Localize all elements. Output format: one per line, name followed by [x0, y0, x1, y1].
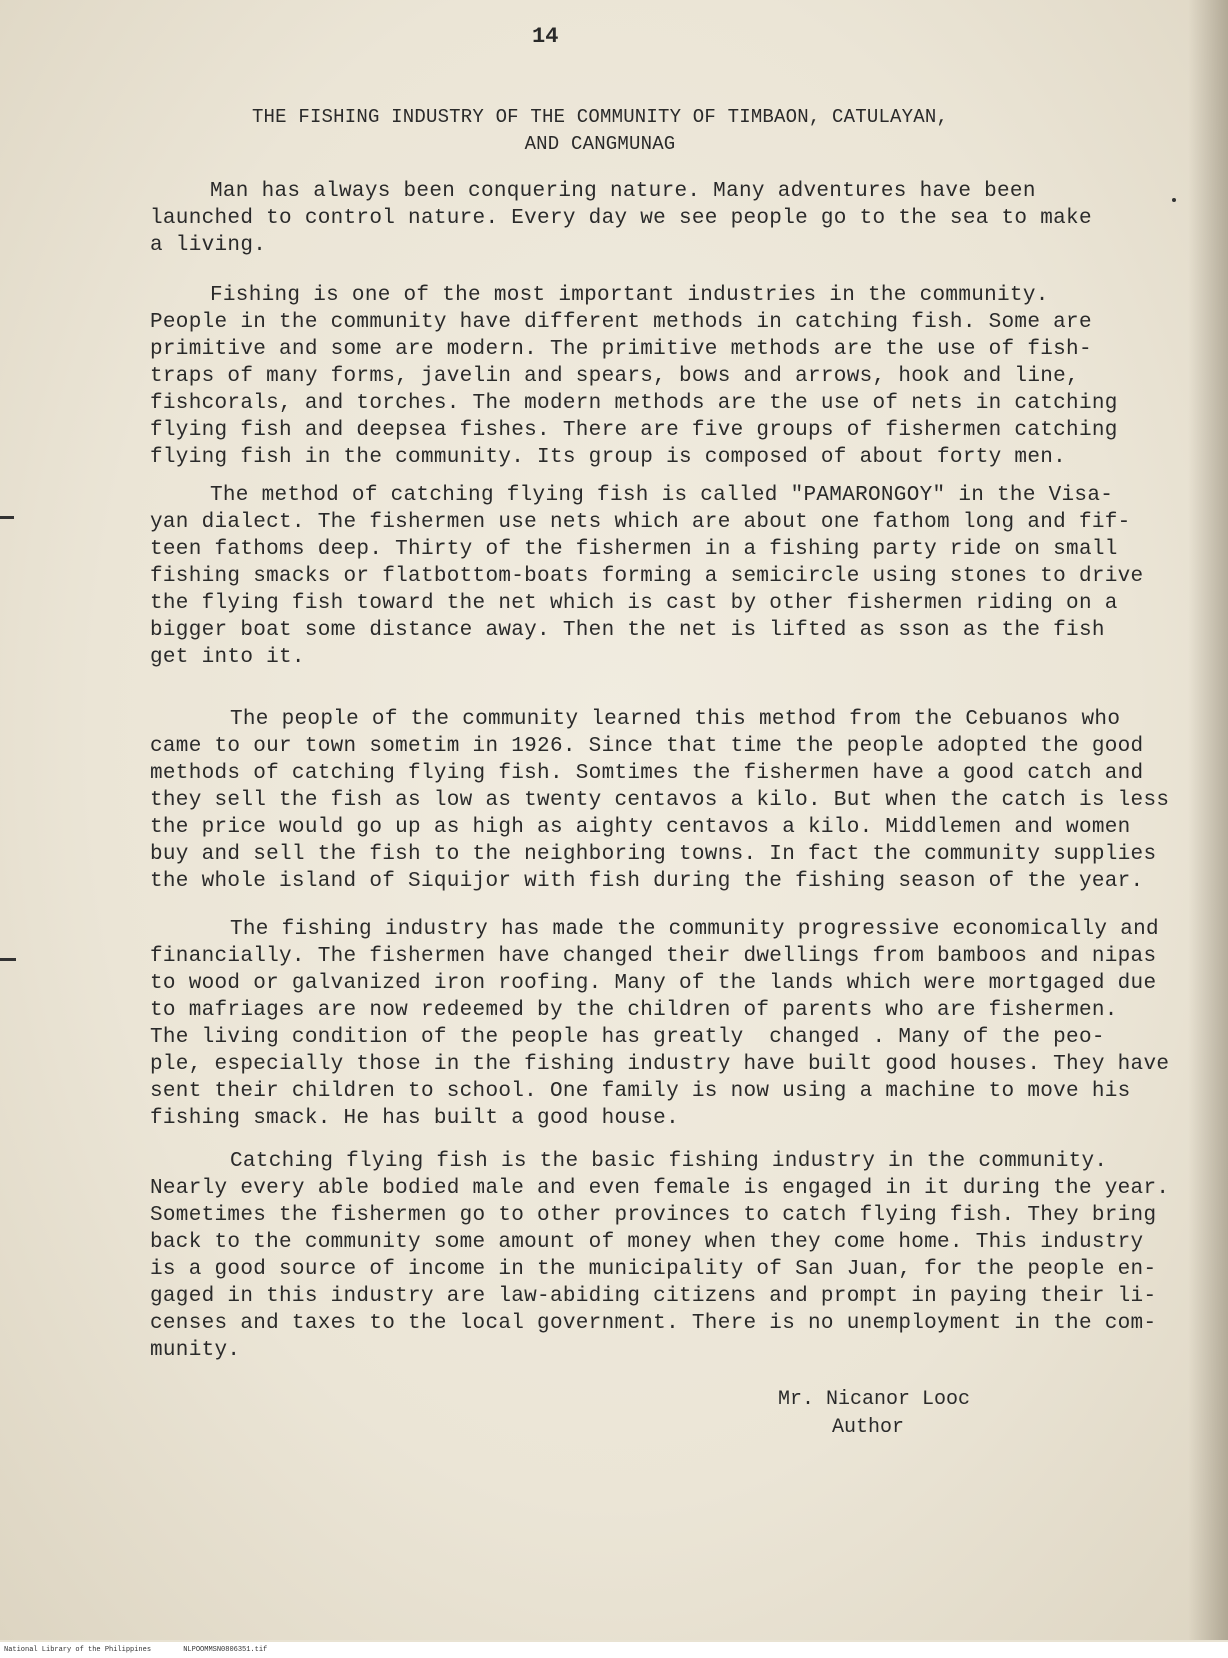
paragraph-6	[150, 1148, 1190, 1364]
footer-source: National Library of the Philippines	[4, 1646, 152, 1654]
paragraph-line: Nearly every able bodied male and even female is engaged in it during the year.	[150, 1177, 1170, 1200]
paragraph-line: ple, especially those in the fishing industry have built good houses. They have	[150, 1053, 1170, 1076]
paragraph-line: flying fish and deepsea fishes. There are five groups of fishermen catching	[150, 419, 1118, 442]
paragraph-line: teen fathoms deep. Thirty of the fishermen in a fishing party ride on small	[150, 538, 1118, 561]
paragraph-line: primitive and some are modern. The primitive methods are the use of fish-	[150, 338, 1092, 361]
paragraph-line: yan dialect. The fishermen use nets which are about one fathom long and fif-	[150, 511, 1131, 534]
paragraph-line: Sometimes the fishermen go to other provinces to catch flying fish. They bring	[150, 1204, 1157, 1227]
paragraph-line: buy and sell the fish to the neighboring towns. In fact the community supplies	[150, 843, 1157, 866]
paragraph-line: The people of the community learned this method from the Cebuanos who	[230, 708, 1121, 731]
paragraph-line: flying fish in the community. Its group is composed of about forty men.	[150, 446, 1067, 469]
paragraph-line: gaged in this industry are law-abiding citizens and prompt in paying their li-	[150, 1285, 1157, 1308]
paragraph-5	[150, 916, 1190, 1132]
title-line-2: AND CANGMUNAG	[524, 133, 676, 155]
paragraph-2	[150, 282, 1190, 471]
paragraph-line: is a good source of income in the municipality of San Juan, for the people en-	[150, 1258, 1157, 1281]
paragraph-line: they sell the fish as low as twenty centavos a kilo. But when the catch is less	[150, 789, 1170, 812]
signature-block	[778, 1386, 970, 1442]
margin-mark	[0, 958, 16, 961]
paragraph-line: sent their children to school. One family is now using a machine to move his	[150, 1080, 1131, 1103]
title-line-1: THE FISHING INDUSTRY OF THE COMMUNITY OF TIMBAON, CATULAYAN,	[251, 106, 949, 128]
paragraph-line: Man has always been conquering nature. Many adventures have been	[210, 180, 1036, 203]
paragraph-line: to wood or galvanized iron roofing. Many of the lands which were mortgaged due	[150, 972, 1157, 995]
paragraph-line: fishing smacks or flatbottom-boats forming a semicircle using stones to drive	[150, 565, 1144, 588]
paragraph-line: methods of catching flying fish. Somtimes the fishermen have a good catch and	[150, 762, 1144, 785]
paragraph-line: traps of many forms, javelin and spears, bows and arrows, hook and line,	[150, 365, 1079, 388]
paragraph-line: The living condition of the people has greatly changed . Many of the peo-	[150, 1026, 1105, 1049]
paragraph-3	[150, 482, 1190, 671]
page-edge-shadow	[1188, 0, 1228, 1640]
author-name: Mr. Nicanor Looc	[778, 1388, 971, 1411]
paragraph-line: The method of catching flying fish is called "PAMARONGOY" in the Visa-	[210, 484, 1114, 507]
paragraph-line: back to the community some amount of money when they come home. This industry	[150, 1231, 1144, 1254]
paragraph-line: fishing smack. He has built a good house.	[150, 1107, 679, 1130]
footer-file: NLPOOMMSN0806351.tif	[183, 1646, 268, 1654]
paragraph-line: the price would go up as high as aighty centavos a kilo. Middlemen and women	[150, 816, 1131, 839]
paragraph-line: The fishing industry has made the community progressive economically and	[230, 918, 1159, 941]
scan-footer	[0, 1642, 1228, 1658]
ink-dot	[1172, 198, 1176, 202]
paragraph-line: Catching flying fish is the basic fishing industry in the community.	[230, 1150, 1108, 1173]
margin-mark	[0, 516, 14, 519]
paragraph-line: came to our town sometim in 1926. Since that time the people adopted the good	[150, 735, 1144, 758]
paragraph-line: Fishing is one of the most important industries in the community.	[210, 284, 1049, 307]
paragraph-line: to mafriages are now redeemed by the children of parents who are fishermen.	[150, 999, 1118, 1022]
paragraph-line: munity.	[150, 1339, 241, 1362]
paragraph-line: get into it.	[150, 646, 305, 669]
paragraph-1	[150, 178, 1190, 259]
paragraph-line: the whole island of Siquijor with fish during the fishing season of the year.	[150, 870, 1144, 893]
document-title	[150, 104, 1050, 158]
paragraph-line: fishcorals, and torches. The modern methods are the use of nets in catching	[150, 392, 1118, 415]
page-number: 14	[532, 24, 559, 49]
paragraph-4	[150, 706, 1190, 895]
paragraph-line: launched to control nature. Every day we see people go to the sea to make	[150, 207, 1092, 230]
paragraph-line: bigger boat some distance away. Then the net is lifted as sson as the fish	[150, 619, 1105, 642]
paragraph-line: the flying fish toward the net which is cast by other fishermen riding on a	[150, 592, 1118, 615]
paragraph-line: a living.	[150, 234, 267, 257]
paragraph-line: People in the community have different methods in catching fish. Some are	[150, 311, 1092, 334]
author-role: Author	[832, 1416, 905, 1439]
paragraph-line: financially. The fishermen have changed their dwellings from bamboos and nipas	[150, 945, 1157, 968]
paragraph-line: censes and taxes to the local government. There is no unemployment in the com-	[150, 1312, 1157, 1335]
